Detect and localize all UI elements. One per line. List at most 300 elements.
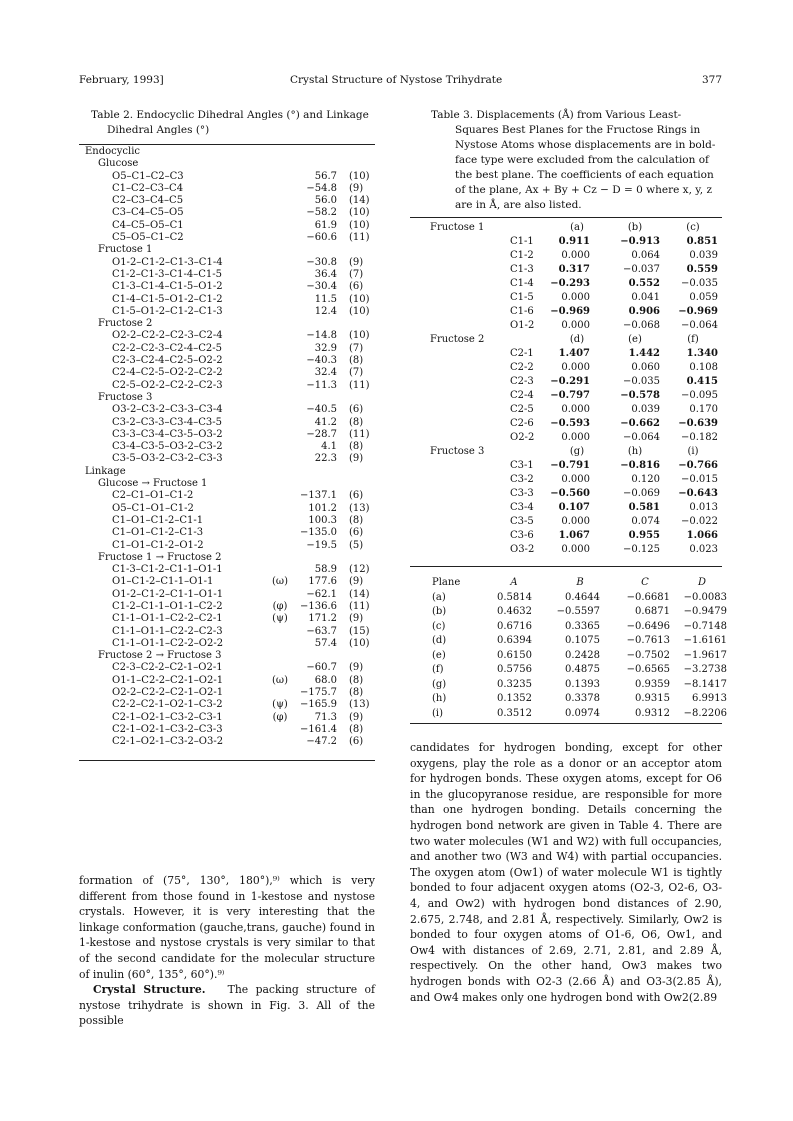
dihedral-label: C2–C1–O1–C1-2	[112, 490, 194, 502]
atom-row	[410, 417, 722, 431]
torsion-symbol: (ω)	[272, 674, 288, 686]
plane-coefficient: −0.6496	[626, 620, 670, 632]
dihedral-label: Glucose	[98, 158, 139, 170]
dihedral-esd: (14)	[349, 588, 370, 600]
dihedral-esd: (6)	[349, 490, 364, 502]
atom-row	[410, 375, 722, 389]
dihedral-row	[79, 355, 375, 367]
dihedral-value: 171.2	[308, 613, 337, 625]
atom-label: O1-2	[510, 320, 535, 331]
plane-column-head: (a)	[570, 222, 584, 233]
dihedral-label: C3-3–C3-4–C3-5–O3-2	[112, 428, 223, 440]
dihedral-row	[79, 269, 375, 281]
dihedral-esd: (8)	[349, 514, 364, 526]
torsion-symbol: (ω)	[272, 576, 288, 588]
atom-row	[410, 291, 722, 305]
displacement-value: 0.000	[561, 474, 590, 485]
dihedral-row	[79, 171, 375, 183]
dihedral-esd: (9)	[349, 453, 364, 465]
plane-coefficient: 0.6716	[497, 620, 532, 632]
plane-column-head: (b)	[627, 222, 643, 233]
dihedral-label: C2-2–C2-3–C2-4–C2-5	[112, 342, 223, 354]
ring-heading-row	[410, 221, 722, 235]
displacement-value: 0.039	[631, 404, 660, 415]
displacement-value: −0.064	[680, 320, 718, 331]
right-paragraph-1: candidates for hydrogen bonding, except for other oxygens, play the role as a donor or an acceptor atom for hydrogen bonds. These oxygen atoms, except for O6 in the glucopyranose residue, are responsible for more than one hydrogen bonding. Details concerning the hydrogen bond network are given in Table 4. There are two water molecules (W1 and W2) with full occupancies, and another two (W3 and W4) with partial occupancies. The oxygen atom (Ow1) of water molecule W1 is tightly bonded to four adjacent oxygen atoms (O2-3, O2-6, O3-4, and Ow2) with hydrogen bond distances of 2.90, 2.675, 2.748, and 2.81 Å, respectively. Similarly, Ow2 is bonded to four oxygen atoms of O1-6, O6, Ow1, and Ow4 with distances of 2.69, 2.71, 2.81, and 2.89 Å, respectively. On the other hand, Ow3 makes two hydrogen bonds with O2-3 (2.66 Å) and O3-3(2.85 Å), and Ow4 makes only one hydrogen bond with Ow2(2.89	[410, 741, 722, 1004]
dihedral-row	[79, 294, 375, 306]
dihedral-label: C1–C2–C3–C4	[112, 182, 184, 194]
dihedral-row	[79, 638, 375, 650]
displacement-value: −0.035	[622, 376, 660, 387]
plane-column-head: (h)	[627, 446, 643, 457]
dihedral-esd: (10)	[349, 207, 370, 219]
dihedral-value: 177.6	[308, 576, 337, 588]
dihedral-value: 32.4	[314, 367, 337, 379]
ring-heading-row	[410, 333, 722, 347]
table3-mid-rule	[410, 566, 722, 567]
ring-name: Fructose 1	[430, 222, 485, 233]
plane-coefficient: 0.1352	[497, 693, 532, 704]
dihedral-row	[79, 601, 375, 613]
ring-name: Fructose 3	[430, 446, 485, 457]
dihedral-label: C2-4–C2-5–O2-2–C2-2	[112, 367, 223, 379]
plane-coefficient: −0.6681	[626, 591, 670, 603]
dihedral-esd: (10)	[349, 170, 370, 182]
dihedral-label: C2-1–O2-1–C3-2–O3-2	[112, 736, 224, 748]
dihedral-label: C1-4–C1-5–O1-2–C1-2	[112, 293, 223, 305]
dihedral-label: Fructose 1	[98, 244, 153, 256]
dihedral-row	[79, 257, 375, 269]
dihedral-esd: (13)	[349, 699, 370, 711]
displacement-value: 0.120	[631, 474, 660, 485]
displacement-value: −0.069	[622, 488, 660, 499]
dihedral-esd: (9)	[349, 662, 364, 674]
dihedral-row	[79, 281, 375, 293]
dihedral-value: 61.9	[314, 219, 337, 231]
displacement-value: −0.791	[550, 460, 590, 471]
displacement-value: 0.059	[689, 292, 718, 303]
plane-column-head: (c)	[686, 222, 700, 233]
atom-label: C2-3	[510, 376, 534, 387]
dihedral-value: −30.4	[306, 281, 337, 293]
displacement-value: 0.060	[631, 362, 660, 373]
atom-row	[410, 501, 722, 515]
left-paragraph-1: formation of (75°, 130°, 180°),⁹⁾ which is very different from those found in 1-kestose and nystose crystals. However, it is very interesting that the linkage conformation (gauche,trans, gauche) found in 1-kestose and nystose crystals is very similar to that of the second candidate for the molecular structure of inulin (60°, 135°, 60°).⁹⁾	[79, 874, 375, 981]
group-heading-row	[79, 392, 375, 404]
dihedral-esd: (10)	[349, 637, 370, 649]
table3-plane-coefficients	[410, 576, 727, 721]
atom-row	[410, 347, 722, 361]
dihedral-value: 4.1	[321, 441, 337, 453]
dihedral-label: Linkage	[85, 465, 126, 477]
dihedral-esd: (15)	[349, 625, 370, 637]
displacement-value: 1.340	[686, 348, 718, 359]
plane-coefficient: −0.7148	[683, 620, 727, 632]
displacement-value: 1.442	[628, 348, 660, 359]
dihedral-label: C5–O5–C1–C2	[112, 232, 184, 244]
dihedral-label: C1-1–O1-1–C2-2–C2-1	[112, 613, 223, 625]
plane-label: (c)	[432, 620, 446, 632]
dihedral-esd: (6)	[349, 527, 364, 539]
dihedral-row	[79, 503, 375, 515]
dihedral-label: Fructose 2	[98, 318, 153, 330]
displacement-value: 0.000	[561, 432, 590, 443]
dihedral-value: 58.9	[314, 564, 337, 576]
displacement-value: −0.015	[680, 474, 718, 485]
atom-row	[410, 249, 722, 263]
displacement-value: 0.039	[689, 250, 718, 261]
dihedral-row	[79, 675, 375, 687]
displacement-value: −0.816	[620, 460, 660, 471]
dihedral-row	[79, 453, 375, 465]
atom-row	[410, 431, 722, 445]
plane-column-head: (f)	[687, 334, 699, 345]
dihedral-esd: (6)	[349, 404, 364, 416]
dihedral-label: C3-5–O3-2–C3-2–C3-3	[112, 453, 223, 465]
dihedral-label: O5–C1–O1–C1-2	[112, 502, 194, 514]
dihedral-value: −58.2	[306, 207, 337, 219]
table2-body	[79, 146, 375, 749]
plane-coefficient: −8.1417	[683, 678, 727, 690]
atom-label: C2-6	[510, 418, 534, 429]
dihedral-label: C2–C3–C4–C5	[112, 195, 184, 207]
dihedral-label: C1-3–C1-4–C1-5–O1-2	[112, 281, 223, 293]
dihedral-value: −165.9	[299, 699, 337, 711]
dihedral-label: C2-5–O2-2–C2-2–C2-3	[112, 379, 223, 391]
atom-label: C3-6	[510, 530, 534, 541]
dihedral-esd: (7)	[349, 367, 364, 379]
table3-top-rule	[410, 217, 722, 218]
dihedral-value: −11.3	[306, 379, 337, 391]
atom-row	[410, 543, 722, 557]
dihedral-esd: (11)	[349, 232, 370, 244]
dihedral-row	[79, 699, 375, 711]
table3-displacements	[410, 221, 722, 557]
atom-label: C1-2	[510, 250, 534, 261]
left-column-text	[79, 873, 375, 1029]
dihedral-row	[79, 232, 375, 244]
displacement-value: −0.969	[550, 306, 590, 317]
dihedral-esd: (8)	[349, 416, 364, 428]
plane-label: (i)	[432, 707, 444, 719]
table2-bottom-rule	[79, 760, 375, 761]
plane-row	[410, 707, 727, 722]
dihedral-row	[79, 540, 375, 552]
displacement-value: 0.415	[686, 376, 718, 387]
displacement-value: 0.000	[561, 320, 590, 331]
plane-coefficient: 0.6871	[635, 606, 670, 617]
dihedral-esd: (6)	[349, 736, 364, 748]
dihedral-value: −137.1	[299, 490, 337, 502]
table3-caption-line1: Table 3. Displacements (Å) from Various Least-	[431, 109, 682, 121]
dihedral-row	[79, 441, 375, 453]
plane-coefficient: 0.9312	[635, 707, 670, 719]
dihedral-esd: (12)	[349, 564, 370, 576]
right-column-text	[410, 740, 722, 1005]
dihedral-label: C2-2–C2-1–O2-1–C3-2	[112, 699, 223, 711]
dihedral-value: 57.4	[314, 637, 337, 649]
plane-column-header: C	[641, 577, 649, 588]
dihedral-value: 32.9	[314, 342, 337, 354]
dihedral-label: C2-1–O2-1–C3-2–C3-1	[112, 711, 223, 723]
plane-coefficient: 0.5756	[497, 664, 532, 675]
group-heading-row	[79, 478, 375, 490]
group-heading-row	[79, 158, 375, 170]
atom-row	[410, 277, 722, 291]
running-header-title: Crystal Structure of Nystose Trihydrate	[290, 74, 503, 86]
displacement-value: −0.560	[550, 488, 590, 499]
plane-row	[410, 663, 727, 678]
plane-column-head: (d)	[569, 334, 585, 345]
dihedral-esd: (9)	[349, 711, 364, 723]
dihedral-label: C1-3–C1-2–C1-1–O1-1	[112, 564, 223, 576]
displacement-value: 1.067	[558, 530, 590, 541]
dihedral-value: −54.8	[306, 182, 337, 194]
plane-row	[410, 649, 727, 664]
plane-column-header: A	[510, 577, 518, 588]
displacement-value: 0.851	[686, 236, 718, 247]
dihedral-esd: (9)	[349, 182, 364, 194]
plane-column-head: (g)	[569, 446, 585, 457]
plane-column-header: B	[576, 577, 584, 588]
page-number: 377	[702, 74, 723, 86]
dihedral-row	[79, 589, 375, 601]
dihedral-value: 101.2	[308, 502, 337, 514]
atom-label: C1-6	[510, 306, 534, 317]
dihedral-value: 36.4	[314, 268, 337, 280]
ring-heading-row	[410, 445, 722, 459]
plane-label: (f)	[432, 664, 444, 675]
atom-row	[410, 487, 722, 501]
atom-row	[410, 305, 722, 319]
dihedral-value: 68.0	[314, 674, 337, 686]
displacement-value: 0.013	[689, 502, 718, 513]
dihedral-row	[79, 626, 375, 638]
dihedral-row	[79, 515, 375, 527]
plane-row	[410, 605, 727, 620]
displacement-value: 0.955	[628, 530, 660, 541]
plane-coefficient: 0.1393	[565, 678, 600, 690]
dihedral-label: O1–C1-2–C1-1–O1-1	[112, 576, 214, 588]
dihedral-label: C1-2–C1-3–C1-4–C1-5	[112, 268, 223, 280]
displacement-value: −0.125	[622, 544, 660, 555]
dihedral-row	[79, 527, 375, 539]
dihedral-row	[79, 343, 375, 355]
plane-coefficient: 0.9315	[635, 693, 670, 704]
dihedral-esd: (8)	[349, 441, 364, 453]
atom-label: C1-3	[510, 264, 534, 275]
atom-label: C3-5	[510, 516, 534, 527]
plane-coefficient: −0.7502	[626, 649, 670, 661]
plane-column-header: D	[697, 577, 707, 588]
plane-coefficient: 0.0974	[565, 707, 600, 719]
plane-coefficient: 0.4632	[497, 606, 532, 617]
dihedral-row	[79, 736, 375, 748]
dihedral-label: O1-1–C2-2–C2-1–O2-1	[112, 674, 224, 686]
group-heading-row	[79, 146, 375, 158]
displacement-value: −0.095	[680, 390, 718, 401]
dihedral-value: 56.0	[314, 195, 337, 207]
dihedral-row	[79, 613, 375, 625]
dihedral-esd: (6)	[349, 281, 364, 293]
dihedral-label: C1–O1–C1-2–C1-1	[112, 514, 204, 526]
dihedral-row	[79, 404, 375, 416]
plane-label: (b)	[432, 606, 447, 617]
plane-coefficient: −0.0083	[683, 591, 727, 603]
atom-label: C3-1	[510, 460, 534, 471]
atom-label: C3-3	[510, 488, 534, 499]
plane-column-head: (i)	[687, 446, 699, 457]
displacement-value: −0.578	[620, 390, 660, 401]
atom-label: C1-4	[510, 278, 534, 289]
displacement-value: −0.291	[550, 376, 590, 387]
displacement-value: −0.037	[622, 264, 660, 275]
dihedral-row	[79, 306, 375, 318]
plane-coefficient: 0.2428	[565, 649, 600, 661]
dihedral-esd: (8)	[349, 687, 364, 699]
dihedral-value: −19.5	[306, 539, 337, 551]
torsion-symbol: (φ)	[272, 600, 288, 612]
atom-row	[410, 459, 722, 473]
plane-label: (d)	[432, 635, 447, 646]
dihedral-row	[79, 724, 375, 736]
displacement-value: −0.068	[622, 320, 660, 331]
dihedral-label: C2-1–O2-1–C3-2–C3-3	[112, 723, 223, 735]
group-heading-row	[79, 318, 375, 330]
plane-coefficient: 0.5814	[497, 591, 532, 603]
plane-coefficient: 0.9359	[635, 678, 670, 690]
left-paragraph-2-text: The packing structure of nystose trihydrate is shown in Fig. 3. All of the possible	[79, 983, 376, 1028]
dihedral-row	[79, 330, 375, 342]
dihedral-row	[79, 380, 375, 392]
dihedral-value: 100.3	[308, 514, 337, 526]
dihedral-row	[79, 195, 375, 207]
plane-coefficient: −0.6565	[626, 664, 670, 675]
group-heading-row	[79, 650, 375, 662]
dihedral-value: −135.0	[299, 527, 337, 539]
dihedral-esd: (9)	[349, 576, 364, 588]
dihedral-esd: (10)	[349, 293, 370, 305]
dihedral-label: Fructose 1 → Fructose 2	[98, 551, 222, 563]
atom-row	[410, 473, 722, 487]
dihedral-value: −14.8	[306, 330, 337, 342]
atom-label: C3-4	[510, 502, 534, 513]
displacement-value: 0.000	[561, 516, 590, 527]
plane-coefficient: 0.3378	[565, 693, 600, 704]
displacement-value: 0.911	[558, 236, 590, 247]
displacement-value: −0.022	[680, 516, 718, 527]
displacement-value: −0.035	[680, 278, 718, 289]
dihedral-value: −40.5	[306, 404, 337, 416]
displacement-value: 1.066	[686, 530, 718, 541]
plane-coefficient: −8.2206	[683, 707, 727, 719]
dihedral-value: −175.7	[299, 687, 337, 699]
ring-name: Fructose 2	[430, 334, 485, 345]
dihedral-label: O2-2–C2-2–C2-3–C2-4	[112, 330, 223, 342]
atom-row	[410, 515, 722, 529]
dihedral-esd: (9)	[349, 613, 364, 625]
plane-coefficient: 0.3235	[497, 678, 532, 690]
displacement-value: 0.000	[561, 362, 590, 373]
dihedral-row	[79, 712, 375, 724]
plane-label: (h)	[432, 693, 447, 704]
dihedral-label: C2-3–C2-2–C2-1–O2-1	[112, 662, 223, 674]
displacement-value: 0.906	[628, 306, 660, 317]
plane-coefficient: −3.2738	[683, 664, 727, 675]
dihedral-label: C3-2–C3-3–C3-4–C3-5	[112, 416, 223, 428]
dihedral-value: −30.8	[306, 256, 337, 268]
displacement-value: 0.000	[561, 250, 590, 261]
plane-coefficient: 0.6394	[497, 635, 532, 646]
dihedral-label: C1–O1–C1-2–O1-2	[112, 539, 204, 551]
dihedral-row	[79, 429, 375, 441]
dihedral-esd: (8)	[349, 674, 364, 686]
dihedral-esd: (14)	[349, 195, 370, 207]
atom-label: C2-5	[510, 404, 534, 415]
torsion-symbol: (ψ)	[272, 613, 288, 625]
atom-label: O2-2	[510, 432, 535, 443]
plane-coefficient: 0.1075	[565, 635, 600, 646]
dihedral-row	[79, 183, 375, 195]
displacement-value: −0.766	[678, 460, 718, 471]
dihedral-esd: (8)	[349, 723, 364, 735]
plane-column-head: (e)	[628, 334, 642, 345]
dihedral-label: Fructose 2 → Fructose 3	[98, 650, 222, 662]
dihedral-label: C3-4–C3-5–O3-2–C3-2	[112, 441, 223, 453]
dihedral-label: O2-2–C2-2–C2-1–O2-1	[112, 687, 224, 699]
dihedral-value: 11.5	[314, 293, 337, 305]
table3-bottom-rule	[410, 723, 722, 724]
torsion-symbol: (φ)	[272, 711, 288, 723]
displacement-value: −0.643	[678, 488, 718, 499]
displacement-value: 0.023	[689, 544, 718, 555]
atom-label: C1-1	[510, 236, 534, 247]
dihedral-value: −60.6	[306, 232, 337, 244]
displacement-value: −0.797	[550, 390, 590, 401]
displacement-value: −0.913	[620, 236, 660, 247]
atom-row	[410, 361, 722, 375]
dihedral-row	[79, 662, 375, 674]
displacement-value: −0.593	[550, 418, 590, 429]
plane-coefficient: −0.7613	[626, 635, 670, 646]
dihedral-label: C1-1–O1-1–C2-2–C2-3	[112, 625, 223, 637]
plane-coefficient: −1.9617	[683, 649, 727, 661]
dihedral-row	[79, 367, 375, 379]
dihedral-label: C4–C5–O5–C1	[112, 219, 184, 231]
table3-caption	[431, 108, 721, 213]
displacement-value: 0.108	[689, 362, 718, 373]
displacement-value: 0.000	[561, 404, 590, 415]
dihedral-value: −28.7	[306, 428, 337, 440]
group-heading-row	[79, 244, 375, 256]
dihedral-label: C1-5–O1-2–C1-2–C1-3	[112, 305, 223, 317]
dihedral-esd: (11)	[349, 600, 370, 612]
left-paragraph-2	[79, 982, 375, 1029]
atom-label: C1-5	[510, 292, 534, 303]
dihedral-label: O5–C1–C2–C3	[112, 170, 184, 182]
dihedral-value: −161.4	[299, 723, 337, 735]
plane-label: (g)	[432, 678, 447, 690]
table3-caption-rest: Squares Best Planes for the Fructose Rings in Nystose Atoms whose displacements are in bold-face type were excluded from the calculation of the best plane. The coefficients of each equation of the plane, Ax + By + Cz − D = 0 where x, y, z are in Å, are also listed.	[455, 124, 716, 211]
group-heading-row	[79, 552, 375, 564]
dihedral-value: 12.4	[314, 305, 337, 317]
atom-row	[410, 529, 722, 543]
dihedral-value: −60.7	[306, 662, 337, 674]
displacement-value: 0.170	[689, 404, 718, 415]
dihedral-esd: (11)	[349, 428, 370, 440]
displacement-value: 0.552	[628, 278, 660, 289]
plane-row	[410, 620, 727, 635]
